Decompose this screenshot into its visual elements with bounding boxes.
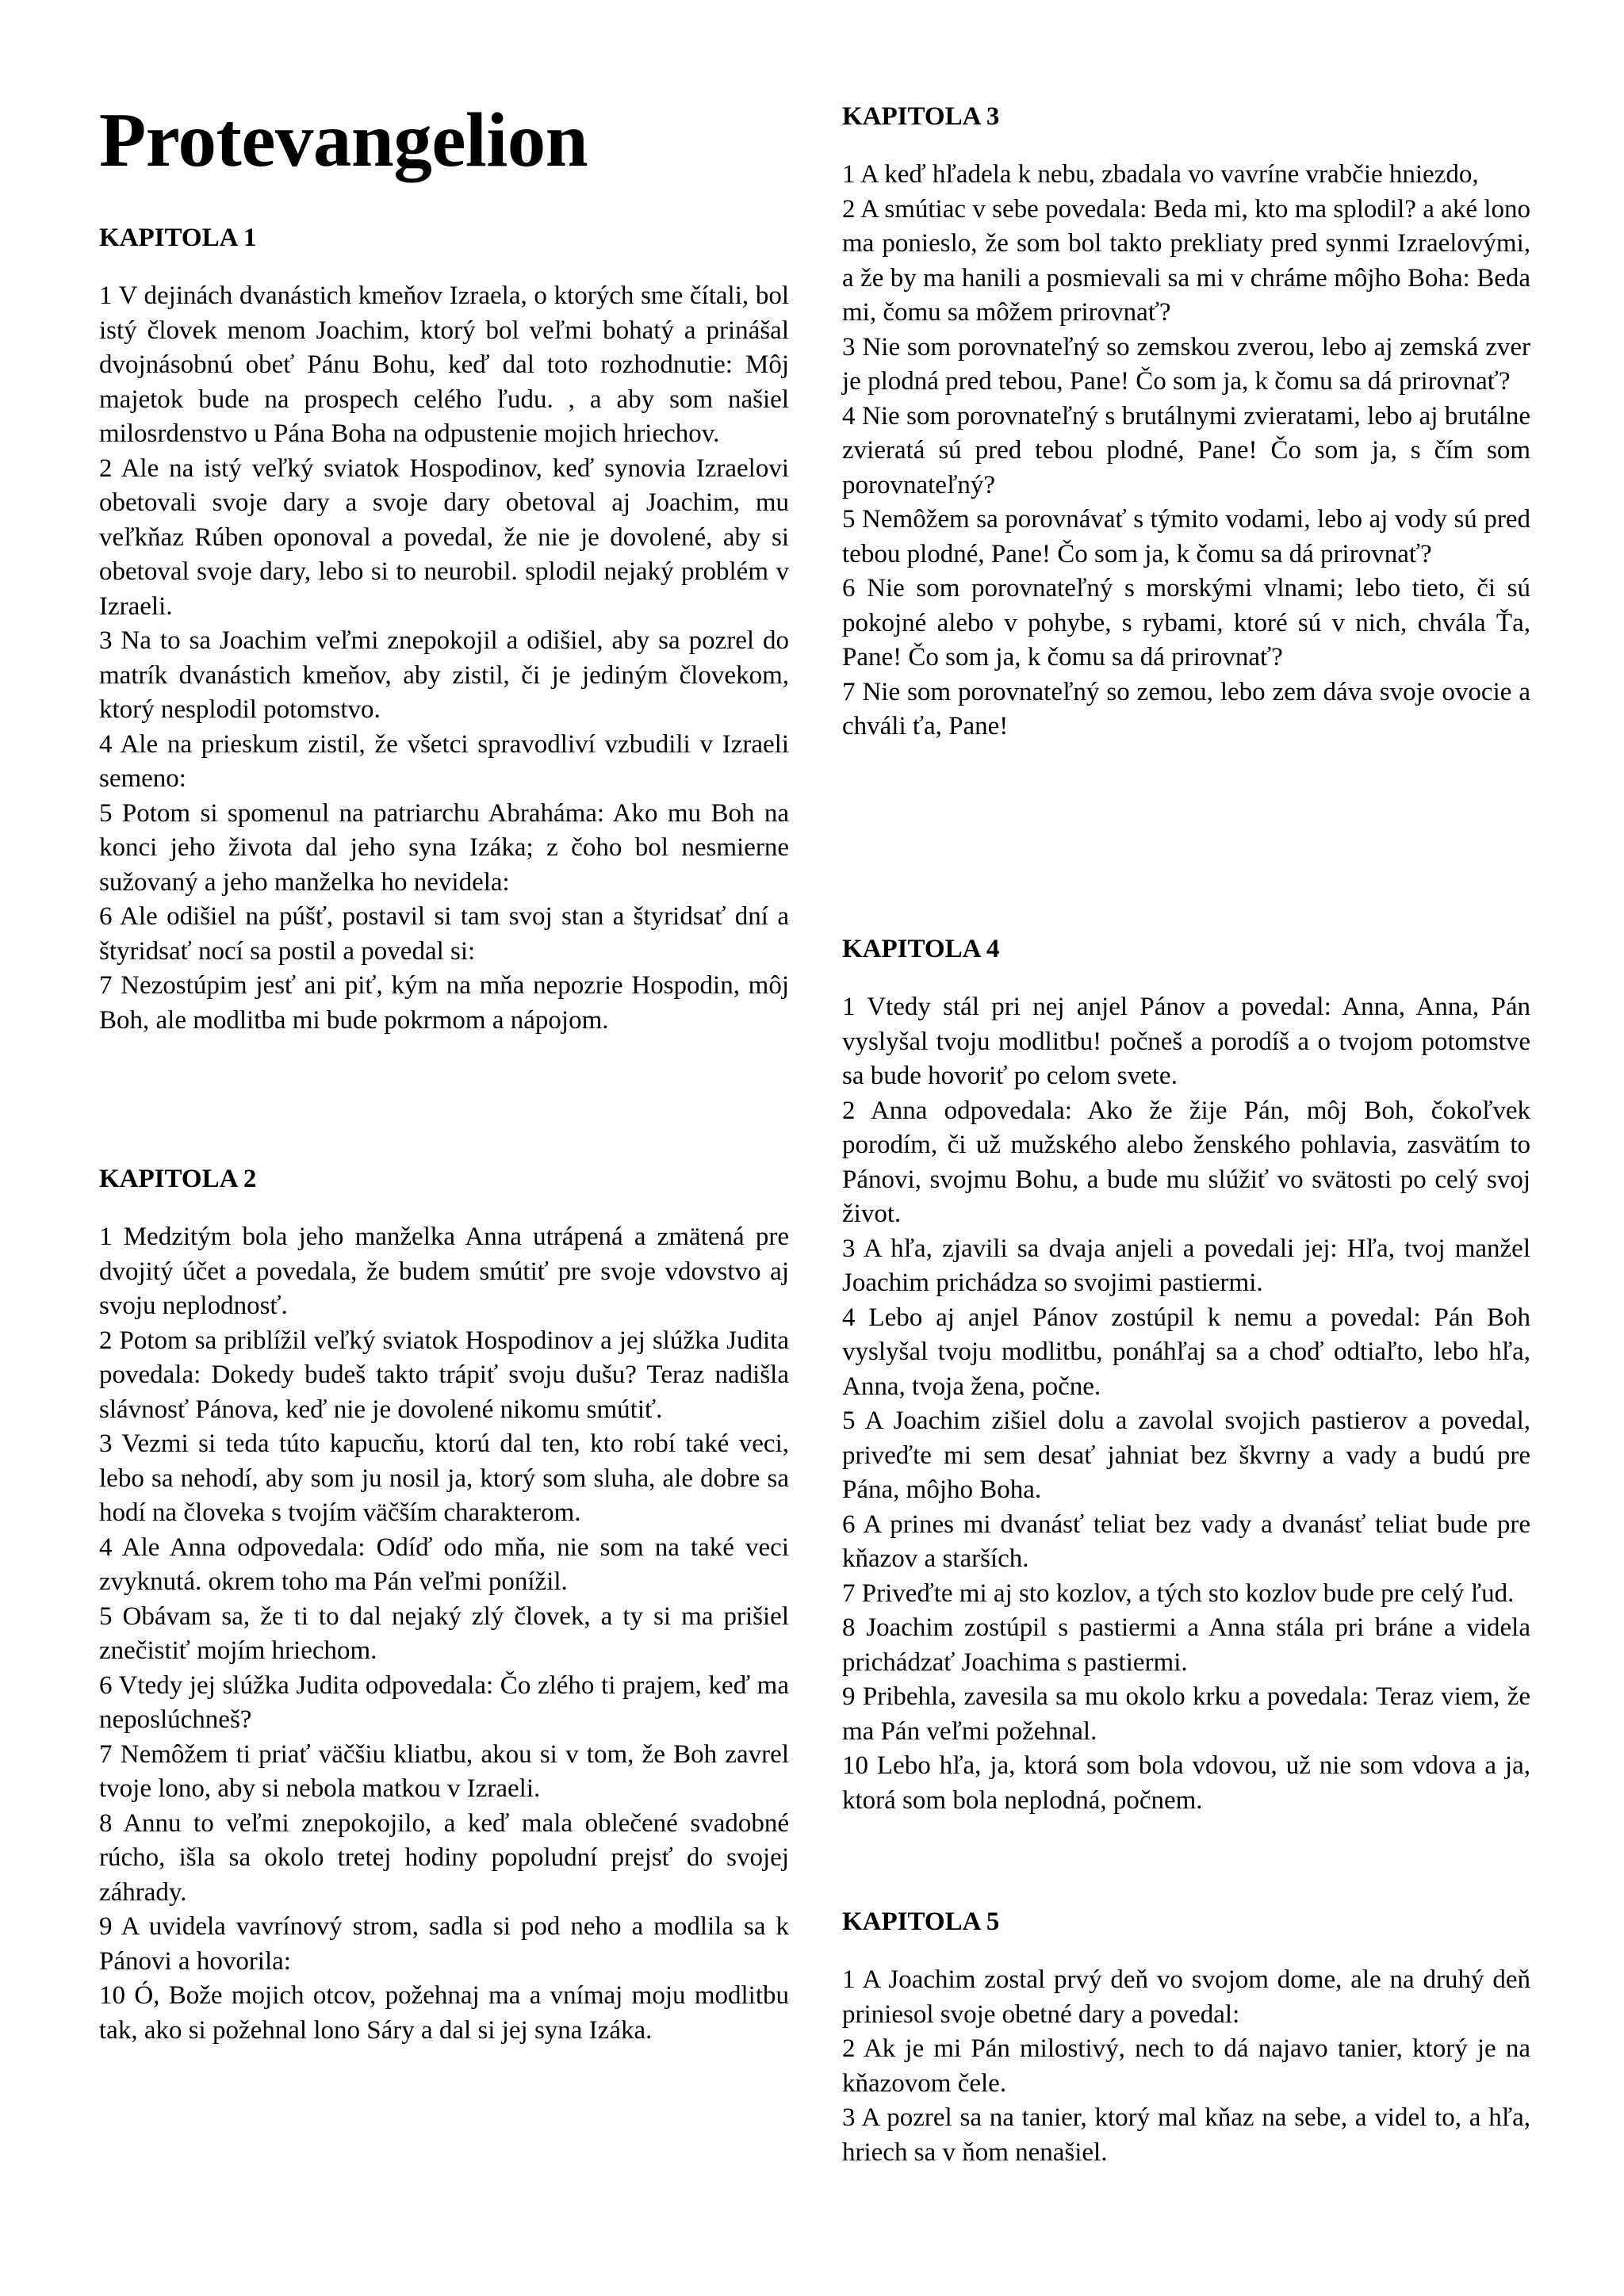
verse: 5 A Joachim zišiel dolu a zavolal svojich pastierov a povedal, priveďte mi sem desať jahniat bez škvrny a vady a budú pre Pána, môjho Boha.	[842, 1406, 1530, 1504]
verse: 1 Medzitým bola jeho manželka Anna utrápená a zmätená pre dvojitý účet a povedala, že budem smútiť pre svoje vdovstvo aj svoju neplodnosť.	[99, 1223, 789, 1320]
chapter-5	[842, 1906, 1530, 2170]
chapter-1	[99, 222, 789, 1038]
chapter-heading: KAPITOLA 3	[842, 102, 1000, 131]
verse: 8 Joachim zostúpil s pastiermi a Anna stála pri bráne a videla prichádzať Joachima s pastiermi.	[842, 1613, 1530, 1677]
verse: 1 Vtedy stál pri nej anjel Pánov a povedal: Anna, Anna, Pán vyslyšal tvoju modlitbu! počneš a porodíš a o tvojom potomstve sa bude hovoriť po celom svete.	[842, 993, 1530, 1090]
verse: 7 Priveďte mi aj sto kozlov, a tých sto kozlov bude pre celý ľud.	[842, 1578, 1515, 1608]
verse: 3 Nie som porovnateľný so zemskou zverou, lebo aj zemská zver je plodná pred tebou, Pane! Čo som ja, k čomu sa dá prirovnať?	[842, 332, 1530, 396]
chapter-verses	[842, 1963, 1530, 2170]
chapter-3	[842, 101, 1530, 744]
chapter-heading: KAPITOLA 1	[99, 224, 257, 252]
document-title: Protevangelion	[99, 98, 588, 182]
chapter-4	[842, 933, 1530, 1818]
verse: 2 Ak je mi Pán milostivý, nech to dá najavo tanier, ktorý je na kňazovom čele.	[842, 2034, 1530, 2098]
chapter-verses	[99, 279, 789, 1038]
verse: 1 A Joachim zostal prvý deň vo svojom dome, ale na druhý deň priniesol svoje obetné dary a povedal:	[842, 1965, 1530, 2029]
verse: 7 Nezostúpim jesť ani piť, kým na mňa nepozrie Hospodin, môj Boh, ale modlitba mi bude pokrmom a nápojom.	[99, 971, 789, 1035]
verse: 6 A prines mi dvanásť teliat bez vady a dvanásť teliat bude pre kňazov a starších.	[842, 1510, 1530, 1573]
chapter-verses	[99, 1220, 789, 2048]
verse: 4 Lebo aj anjel Pánov zostúpil k nemu a povedal: Pán Boh vyslyšal tvoju modlitbu, ponáhľaj sa a choď odtiaľto, lebo hľa, Anna, tvoja žena, počne.	[842, 1303, 1530, 1401]
verse: 4 Nie som porovnateľný s brutálnymi zvieratami, lebo aj brutálne zvieratá sú pred tebou plodné, Pane! Čo som ja, s čím som porovnateľný?	[842, 401, 1530, 499]
verse: 6 Nie som porovnateľný s morskými vlnami; lebo tieto, či sú pokojné alebo v pohybe, s rybami, ktoré sú v nich, chvála Ťa, Pane! Čo som ja, k čomu sa dá prirovnať?	[842, 574, 1530, 672]
verse: 2 Potom sa priblížil veľký sviatok Hospodinov a jej slúžka Judita povedala: Dokedy budeš takto trápiť svoju dušu? Teraz nadišla slávnosť Pánova, keď nie je dovolené nikomu smútiť.	[99, 1326, 789, 1424]
chapter-heading: KAPITOLA 2	[99, 1165, 257, 1193]
verse: 3 Na to sa Joachim veľmi znepokojil a odišiel, aby sa pozrel do matrík dvanástich kmeňov, aby zistil, či je jediným človekom, ktorý nesplodil potomstvo.	[99, 626, 789, 724]
verse: 10 Lebo hľa, ja, ktorá som bola vdovou, už nie som vdova a ja, ktorá som bola neplodná, počnem.	[842, 1751, 1530, 1815]
verse: 4 Ale na prieskum zistil, že všetci spravodliví vzbudili v Izraeli semeno:	[99, 729, 789, 793]
verse: 9 A uvidela vavrínový strom, sadla si pod neho a modlila sa k Pánovi a hovorila:	[99, 1912, 789, 1976]
verse: 7 Nemôžem ti priať väčšiu kliatbu, akou si v tom, že Boh zavrel tvoje lono, aby si nebola matkou v Izraeli.	[99, 1739, 789, 1803]
verse: 10 Ó, Bože mojich otcov, požehnaj ma a vnímaj moju modlitbu tak, ako si požehnal lono Sáry a dal si jej syna Izáka.	[99, 1981, 789, 2045]
verse: 5 Obávam sa, že ti to dal nejaký zlý človek, a ty si ma prišiel znečistiť mojím hriechom.	[99, 1601, 789, 1665]
verse: 3 Vezmi si teda túto kapucňu, ktorú dal ten, kto robí také veci, lebo sa nehodí, aby som ju nosil ja, ktorý som sluha, ale dobre sa hodí na človeka s tvojím väčším charakterom.	[99, 1429, 789, 1527]
verse: 6 Ale odišiel na púšť, postavil si tam svoj stan a štyridsať dní a štyridsať nocí sa postil a povedal si:	[99, 902, 789, 966]
verse: 1 A keď hľadela k nebu, zbadala vo vavríne vrabčie hniezdo,	[842, 160, 1479, 189]
chapter-verses	[842, 990, 1530, 1818]
chapter-2	[99, 1163, 789, 2048]
chapter-heading: KAPITOLA 4	[842, 935, 1000, 963]
verse: 2 Ale na istý veľký sviatok Hospodinov, keď synovia Izraelovi obetovali svoje dary a svoje dary obetoval aj Joachim, mu veľkňaz Rúben oponoval a povedal, že nie je dovolené, aby si obetoval svoje dary, lebo si to neurobil. splodil nejaký problém v Izraeli.	[99, 453, 789, 621]
verse: 8 Annu to veľmi znepokojilo, a keď mala oblečené svadobné rúcho, išla sa okolo tretej hodiny popoludní prejsť do svojej záhrady.	[99, 1808, 789, 1907]
verse: 2 A smútiac v sebe povedala: Beda mi, kto ma splodil? a aké lono ma ponieslo, že som bol takto prekliaty pred synmi Izraelovými, a že by ma hanili a posmievali sa mi v chráme môjho Boha: Beda mi, čomu sa môžem prirovnať?	[842, 194, 1530, 327]
verse: 1 V dejinách dvanástich kmeňov Izraela, o ktorých sme čítali, bol istý človek menom Joachim, ktorý bol veľmi bohatý a prinášal dvojnásobnú obeť Pánu Bohu, keď dal toto rozhodnutie: Môj majetok bude na prospech celého ľudu. , a aby som našiel milosrdenstvo u Pána Boha na odpustenie mojich hriechov.	[99, 281, 789, 448]
verse: 5 Nemôžem sa porovnávať s týmito vodami, lebo aj vody sú pred tebou plodné, Pane! Čo som ja, k čomu sa dá prirovnať?	[842, 505, 1530, 568]
chapter-verses	[842, 158, 1530, 744]
verse: 9 Pribehla, zavesila sa mu okolo krku a povedala: Teraz viem, že ma Pán veľmi požehnal.	[842, 1682, 1530, 1746]
verse: 3 A hľa, zjavili sa dvaja anjeli a povedali jej: Hľa, tvoj manžel Joachim prichádza so svojimi pastiermi.	[842, 1234, 1530, 1297]
chapter-heading: KAPITOLA 5	[842, 1908, 1000, 1936]
verse: 4 Ale Anna odpovedala: Odíď odo mňa, nie som na také veci zvyknutá. okrem toho ma Pán veľmi ponížil.	[99, 1533, 789, 1596]
verse: 6 Vtedy jej slúžka Judita odpovedala: Čo zlého ti prajem, keď ma neposlúchneš?	[99, 1670, 789, 1734]
verse: 5 Potom si spomenul na patriarchu Abraháma: Ako mu Boh na konci jeho života dal jeho syna Izáka; z čoho bol nesmierne sužovaný a jeho manželka ho nevidela:	[99, 798, 789, 897]
verse: 7 Nie som porovnateľný so zemou, lebo zem dáva svoje ovocie a chváli ťa, Pane!	[842, 677, 1530, 740]
verse: 3 A pozrel sa na tanier, ktorý mal kňaz na sebe, a videl to, a hľa, hriech sa v ňom nenašiel.	[842, 2103, 1530, 2167]
verse: 2 Anna odpovedala: Ako že žije Pán, môj Boh, čokoľvek porodím, či už mužského alebo ženského pohlavia, zasvätím to Pánovi, svojmu Bohu, a bude mu slúžiť vo svätosti po celý svoj život.	[842, 1096, 1530, 1228]
